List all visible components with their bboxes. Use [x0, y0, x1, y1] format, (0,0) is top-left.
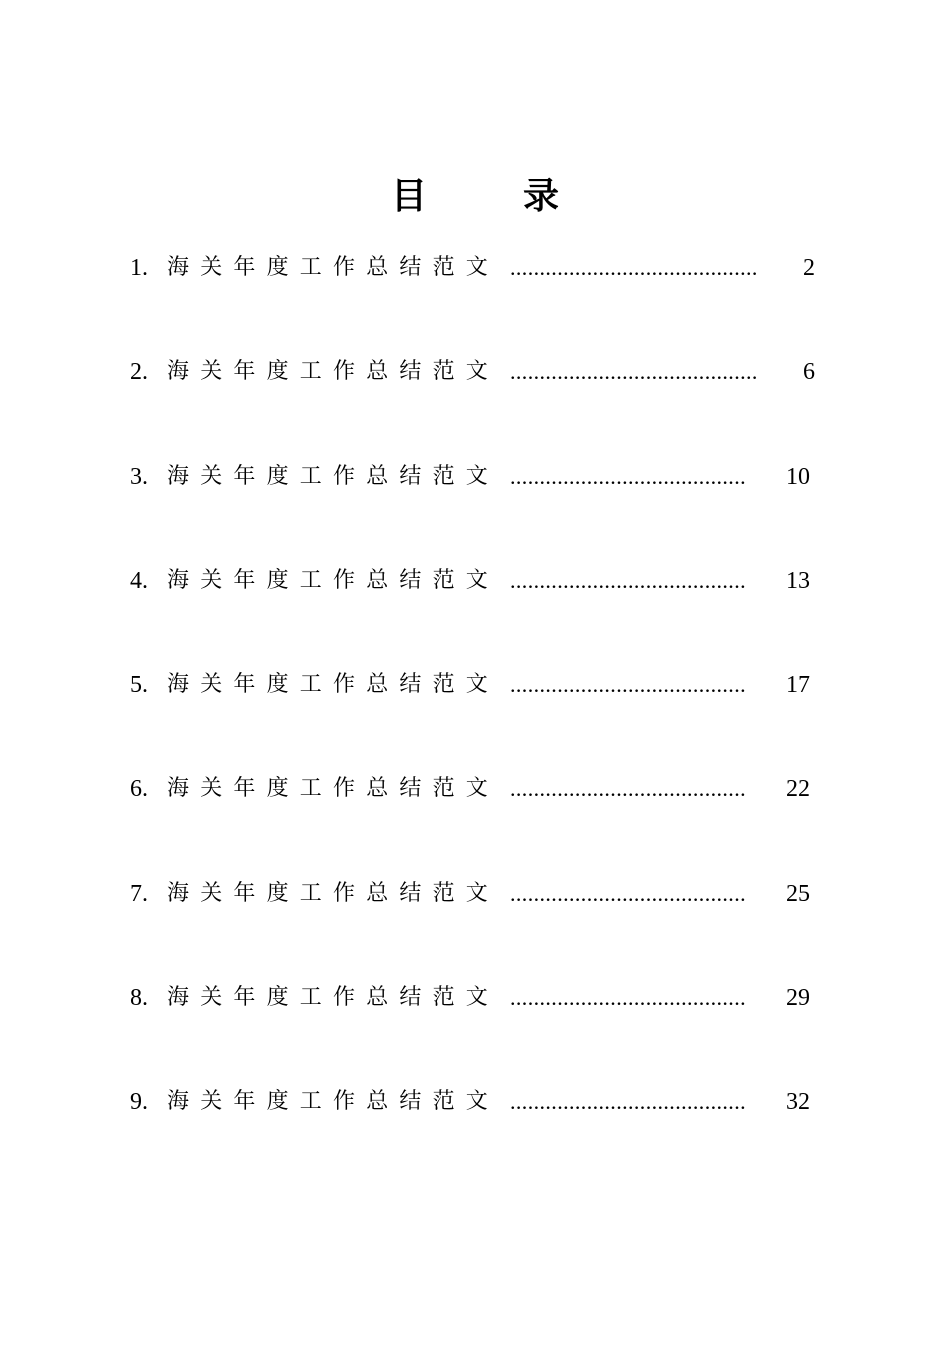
toc-entry-page: 6: [803, 359, 815, 386]
toc-entry-title: 海关年度工作总结范文: [167, 255, 500, 280]
toc-entry-title: 海关年度工作总结范文: [167, 672, 500, 698]
toc-entry-leader: ..........................................: [510, 359, 758, 385]
toc-entry-page: 17: [786, 672, 810, 699]
toc-entry-title: 海关年度工作总结范文: [167, 359, 500, 385]
toc-entry-page: 13: [786, 567, 810, 594]
toc-entry[interactable]: [130, 350, 820, 454]
toc-entry-leader: ........................................: [510, 985, 746, 1011]
toc-entry-leader: ........................................: [510, 463, 746, 489]
toc-entry-leader: ........................................: [510, 1089, 746, 1115]
toc-list: [130, 246, 820, 1185]
toc-entry-title: 海关年度工作总结范文: [167, 776, 500, 802]
toc-entry-leader: ........................................: [510, 880, 746, 906]
toc-entry-number: 5.: [130, 672, 148, 699]
toc-entry-title: 海关年度工作总结范文: [167, 985, 500, 1011]
toc-entry[interactable]: [130, 1080, 820, 1184]
toc-entry-number: 1.: [130, 255, 148, 281]
toc-entry-title: 海关年度工作总结范文: [167, 567, 500, 593]
toc-entry-page: 25: [786, 880, 810, 907]
toc-entry-number: 9.: [130, 1089, 148, 1116]
toc-entry-leader: ........................................: [510, 567, 746, 593]
toc-entry[interactable]: [130, 246, 820, 350]
toc-entry[interactable]: [130, 663, 820, 767]
toc-entry[interactable]: [130, 976, 820, 1080]
toc-entry-leader: ........................................: [510, 672, 746, 698]
toc-entry[interactable]: [130, 559, 820, 663]
toc-entry[interactable]: [130, 767, 820, 871]
toc-entry-leader: ........................................: [510, 776, 746, 802]
toc-entry-title: 海关年度工作总结范文: [167, 880, 500, 906]
toc-entry-number: 8.: [130, 985, 148, 1012]
toc-entry-page: 10: [786, 463, 810, 490]
toc-entry[interactable]: [130, 872, 820, 976]
toc-entry-number: 2.: [130, 359, 148, 386]
toc-entry-title: 海关年度工作总结范文: [167, 1089, 500, 1115]
toc-entry-number: 7.: [130, 880, 148, 907]
toc-entry-page: 29: [786, 985, 810, 1012]
toc-entry-number: 4.: [130, 567, 148, 594]
toc-entry-page: 32: [786, 1089, 810, 1116]
toc-entry[interactable]: [130, 455, 820, 559]
toc-entry-page: 22: [786, 776, 810, 803]
toc-title: 目 录: [390, 176, 589, 216]
toc-entry-title: 海关年度工作总结范文: [167, 463, 500, 489]
toc-entry-page: 2: [803, 255, 815, 281]
toc-entry-number: 3.: [130, 463, 148, 490]
toc-entry-number: 6.: [130, 776, 148, 803]
toc-entry-leader: ..........................................: [510, 255, 758, 280]
